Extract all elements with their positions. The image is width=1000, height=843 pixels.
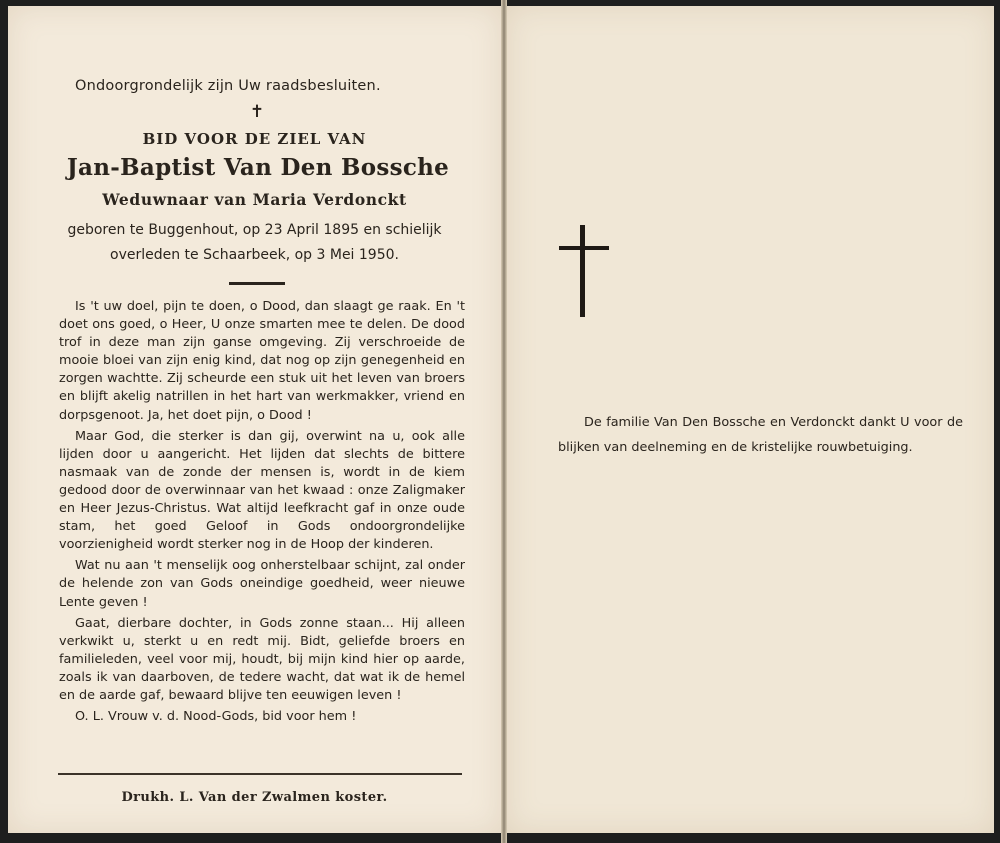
long-divider xyxy=(58,773,462,775)
paragraph: Is 't uw doel, pijn te doen, o Dood, dan slaagt ge raak. En 't doet ons goed, o Heer, U onze smarten mee te delen. De dood trof in deze man zijn ganse omgeving. Zij verschroeide de mooie bloei van zijn enig kind, dat nog op zijn genegenheid en zorgen wachtte. Zij scheurde een stuk uit het leven van broers en blijft akelig natrillen in het hart van werkmakker, vriend en dorpsgenoot. Ja, het doet pijn, o Dood ! xyxy=(59,299,465,423)
motto: Ondoorgrondelijk zijn Uw raadsbesluiten. xyxy=(75,78,381,94)
paragraph: Gaat, dierbare dochter, in Gods zonne staan... Hij alleen verkwikt u, sterkt u en redt mij. Bidt, geliefde broers en familieleden, veel voor mij, houdt, bij mijn kind hier op aarde, zoals ik van daarboven, de tedere wacht, dat wat ik de hemel en de aarde gaf, bewaard blijve ten eeuwigen leven ! xyxy=(59,615,465,703)
memorial-text xyxy=(59,298,465,729)
widower-line: Weduwnaar van Maria Verdonckt xyxy=(102,190,407,209)
deceased-name: Jan-Baptist Van Den Bossche xyxy=(66,154,450,181)
large-cross-icon xyxy=(580,225,585,317)
birth-line: geboren te Buggenhout, op 23 April 1895 en schielijk xyxy=(67,222,442,238)
small-cross-icon: ✝ xyxy=(249,102,265,122)
death-line: overleden te Schaarbeek, op 3 Mei 1950. xyxy=(110,247,399,263)
family-thanks: De familie Van Den Bossche en Verdonckt dankt U voor de blijken van deelneming en de kristelijke rouwbetuiging. xyxy=(558,415,963,455)
short-divider xyxy=(229,282,285,285)
paragraph: Wat nu aan 't menselijk oog onherstelbaar schijnt, zal onder de helende zon van Gods oneindige goedheid, weer nieuwe Lente geven ! xyxy=(59,558,465,610)
paragraph: O. L. Vrouw v. d. Nood-Gods, bid voor hem ! xyxy=(75,709,357,725)
paragraph: Maar God, die sterker is dan gij, overwint na u, ook alle lijden door u aangericht. Het lijden dat slechts de bittere nasmaak van de zonde der mensen is, wordt in de kiem gedood door de overwinnaar van het kwaad : onze Zaligmaker en Heer Jezus-Christus. Wat altijd leefkracht gaf in onze oude stam, het goed Geloof in Gods ondoorgrondelijke voorzienigheid wordt sterker nog in de Hoop der kinderen. xyxy=(59,428,465,553)
prayer-heading: BID VOOR DE ZIEL VAN xyxy=(142,130,367,148)
printer-credit: Drukh. L. Van der Zwalmen koster. xyxy=(121,790,388,805)
large-cross-icon-bar xyxy=(559,246,609,250)
